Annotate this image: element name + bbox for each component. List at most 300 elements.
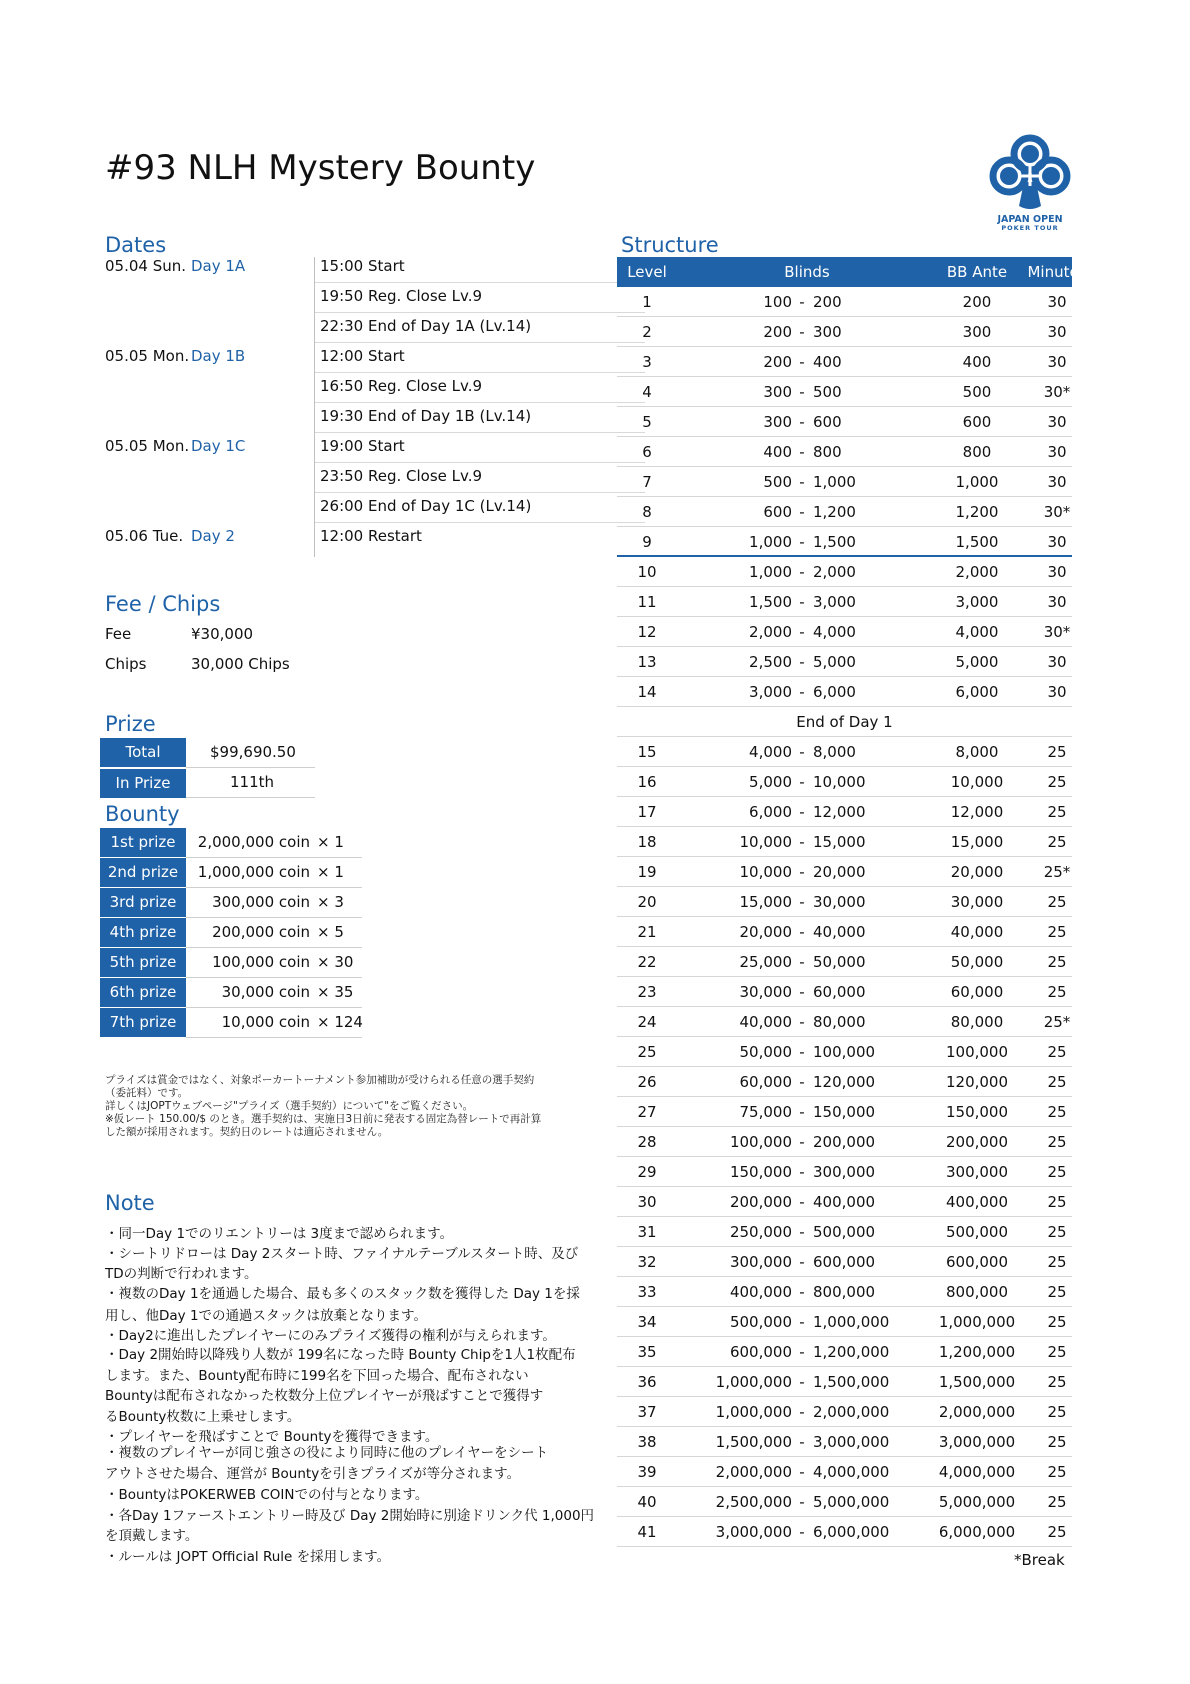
small-blind-cell: 3,000 xyxy=(749,683,792,701)
level-cell: 15 xyxy=(637,743,657,761)
bb-ante-cell: 600 xyxy=(962,413,992,431)
minutes-cell: 30 xyxy=(1047,563,1067,581)
structure-heading: Structure xyxy=(621,233,719,257)
blind-separator: - xyxy=(799,1013,805,1031)
event-label: 12:00 Restart xyxy=(320,527,422,545)
structure-row xyxy=(617,527,1072,557)
structure-row xyxy=(617,857,1072,887)
bb-ante-cell: 10,000 xyxy=(950,773,1004,791)
structure-row xyxy=(617,1397,1072,1427)
bb-ante-cell: 3,000 xyxy=(955,593,999,611)
level-cell: 24 xyxy=(637,1013,657,1031)
row-divider xyxy=(617,1546,1072,1547)
bb-ante-cell: 4,000,000 xyxy=(938,1463,1016,1481)
level-cell: 8 xyxy=(642,503,652,521)
structure-row xyxy=(617,1427,1072,1457)
minutes-cell: 30 xyxy=(1047,533,1067,551)
blind-separator: - xyxy=(799,983,805,1001)
prize-total-value: $99,690.50 xyxy=(210,743,296,761)
small-blind-cell: 30,000 xyxy=(739,983,792,1001)
bounty-prize-label: 5th prize xyxy=(100,948,186,977)
date-label: 05.06 Tue. xyxy=(105,527,184,545)
note-line: します。また、Bounty配布時に199名を下回った場合、配布されない xyxy=(105,1368,529,1384)
blind-separator: - xyxy=(799,293,805,311)
bounty-multiplier: × 1 xyxy=(317,863,344,881)
level-cell: 27 xyxy=(637,1103,657,1121)
small-blind-cell: 10,000 xyxy=(739,863,792,881)
big-blind-cell: 4,000,000 xyxy=(813,1463,890,1481)
prize-in-prize-label: In Prize xyxy=(100,769,186,798)
small-blind-cell: 150,000 xyxy=(729,1163,792,1181)
structure-row xyxy=(617,377,1072,407)
minutes-cell: 25 xyxy=(1047,1073,1067,1091)
structure-row xyxy=(617,467,1072,497)
bounty-multiplier: × 3 xyxy=(317,893,344,911)
bb-ante-cell: 300,000 xyxy=(945,1163,1009,1181)
blind-separator: - xyxy=(799,533,805,551)
minutes-cell: 25 xyxy=(1047,1253,1067,1271)
big-blind-cell: 800 xyxy=(813,443,842,461)
bounty-row-divider xyxy=(186,1007,362,1008)
level-cell: 22 xyxy=(637,953,657,971)
minutes-cell: 25 xyxy=(1047,743,1067,761)
bb-ante-cell: 6,000,000 xyxy=(938,1523,1016,1541)
minutes-cell: 30 xyxy=(1047,443,1067,461)
bounty-multiplier: × 5 xyxy=(317,923,344,941)
bb-ante-cell: 80,000 xyxy=(950,1013,1004,1031)
note-line: ・BountyはPOKERWEB COINでの付与となります。 xyxy=(105,1487,429,1503)
bb-ante-cell: 30,000 xyxy=(950,893,1004,911)
big-blind-cell: 1,200,000 xyxy=(813,1343,890,1361)
structure-row xyxy=(617,1487,1072,1517)
minutes-cell: 30 xyxy=(1047,323,1067,341)
level-cell: 28 xyxy=(637,1133,657,1151)
note-line: るBounty枚数に上乗せします。 xyxy=(105,1409,301,1425)
bounty-coin-value: 300,000 coin xyxy=(212,893,310,911)
bb-ante-cell: 1,500,000 xyxy=(938,1373,1016,1391)
disclaimer-line: 詳しくはJOPTウェブページ"プライズ（選手契約）について"をご覧ください。 xyxy=(105,1100,474,1112)
note-line: を頂戴します。 xyxy=(105,1528,199,1544)
minutes-cell: 25 xyxy=(1047,1193,1067,1211)
note-line: ・プレイヤーを飛ばすことで Bountyを獲得できます。 xyxy=(105,1429,439,1445)
structure-row xyxy=(617,347,1072,377)
structure-row xyxy=(617,737,1072,767)
structure-row xyxy=(617,1367,1072,1397)
blind-separator: - xyxy=(799,1313,805,1331)
blind-separator: - xyxy=(799,1373,805,1391)
bounty-prize-label: 2nd prize xyxy=(100,858,186,887)
structure-row xyxy=(617,827,1072,857)
level-cell: 39 xyxy=(637,1463,657,1481)
level-cell: 9 xyxy=(642,533,652,551)
minutes-cell: 25 xyxy=(1047,833,1067,851)
dates-row xyxy=(105,433,545,463)
big-blind-cell: 1,200 xyxy=(813,503,856,521)
structure-row xyxy=(617,557,1072,587)
blind-separator: - xyxy=(799,1343,805,1361)
small-blind-cell: 50,000 xyxy=(739,1043,792,1061)
blind-separator: - xyxy=(799,833,805,851)
minutes-cell: 30 xyxy=(1047,473,1067,491)
level-cell: 10 xyxy=(637,563,657,581)
level-cell: 6 xyxy=(642,443,652,461)
level-cell: 21 xyxy=(637,923,657,941)
event-label: 19:00 Start xyxy=(320,437,405,455)
structure-row xyxy=(617,1457,1072,1487)
day-label: Day 1A xyxy=(191,257,246,275)
level-cell: 33 xyxy=(637,1283,657,1301)
small-blind-cell: 600 xyxy=(763,503,792,521)
bb-ante-cell: 12,000 xyxy=(950,803,1004,821)
page-title: #93 NLH Mystery Bounty xyxy=(105,148,536,188)
structure-row xyxy=(617,587,1072,617)
event-label: 15:00 Start xyxy=(320,257,405,275)
jopt-logo xyxy=(985,130,1075,230)
small-blind-cell: 1,500,000 xyxy=(715,1433,792,1451)
fee-value: ¥30,000 xyxy=(191,625,254,643)
level-cell: 4 xyxy=(642,383,652,401)
dates-row xyxy=(105,283,545,313)
minutes-cell: 30 xyxy=(1047,593,1067,611)
big-blind-cell: 5,000 xyxy=(813,653,856,671)
disclaimer-line: ※仮レート 150.00/$ のとき。選手契約は、実施日3日前に発表する固定為替レートで再計算 xyxy=(105,1113,542,1125)
bb-ante-cell: 3,000,000 xyxy=(938,1433,1016,1451)
minutes-cell: 25* xyxy=(1043,863,1071,881)
minutes-cell: 30 xyxy=(1047,293,1067,311)
minutes-cell: 25 xyxy=(1047,1523,1067,1541)
bounty-coin-value: 10,000 coin xyxy=(221,1013,310,1031)
small-blind-cell: 1,000 xyxy=(749,563,792,581)
bounty-row-divider xyxy=(186,857,362,858)
logo-text-line2: POKER TOUR xyxy=(1001,224,1059,232)
big-blind-cell: 500 xyxy=(813,383,842,401)
small-blind-cell: 25,000 xyxy=(739,953,792,971)
minutes-cell: 25 xyxy=(1047,1043,1067,1061)
level-cell: 35 xyxy=(637,1343,657,1361)
bounty-prize-label: 1st prize xyxy=(100,828,186,857)
minutes-cell: 30* xyxy=(1043,383,1071,401)
small-blind-cell: 2,500,000 xyxy=(715,1493,792,1511)
big-blind-cell: 15,000 xyxy=(813,833,866,851)
big-blind-cell: 10,000 xyxy=(813,773,866,791)
date-label: 05.05 Mon. xyxy=(105,347,190,365)
structure-row xyxy=(617,1277,1072,1307)
small-blind-cell: 40,000 xyxy=(739,1013,792,1031)
bb-ante-cell: 20,000 xyxy=(950,863,1004,881)
level-cell: 11 xyxy=(637,593,657,611)
level-cell: 16 xyxy=(637,773,657,791)
blind-separator: - xyxy=(799,353,805,371)
structure-row xyxy=(617,1247,1072,1277)
bb-ante-cell: 1,000 xyxy=(955,473,999,491)
bb-ante-cell: 6,000 xyxy=(955,683,999,701)
blind-separator: - xyxy=(799,383,805,401)
small-blind-cell: 4,000 xyxy=(749,743,792,761)
bounty-prize-label: 4th prize xyxy=(100,918,186,947)
blind-separator: - xyxy=(799,1463,805,1481)
event-label: 19:50 Reg. Close Lv.9 xyxy=(320,287,483,305)
blind-separator: - xyxy=(799,323,805,341)
structure-row xyxy=(617,1337,1072,1367)
small-blind-cell: 1,000,000 xyxy=(715,1403,792,1421)
big-blind-cell: 1,000,000 xyxy=(813,1313,890,1331)
note-line: ・複数のプレイヤーが同じ強さの役により同時に他のプレイヤーをシート xyxy=(105,1445,549,1461)
note-line: アウトさせた場合、運営が Bountyを引きプライズが等分されます。 xyxy=(105,1466,521,1482)
minutes-cell: 25 xyxy=(1047,893,1067,911)
small-blind-cell: 500 xyxy=(763,473,792,491)
bounty-prize-label: 3rd prize xyxy=(100,888,186,917)
logo-text-line1: JAPAN OPEN xyxy=(997,214,1063,225)
big-blind-cell: 50,000 xyxy=(813,953,866,971)
structure-row xyxy=(617,767,1072,797)
blind-separator: - xyxy=(799,443,805,461)
minutes-cell: 25 xyxy=(1047,923,1067,941)
blind-separator: - xyxy=(799,1523,805,1541)
big-blind-cell: 2,000,000 xyxy=(813,1403,890,1421)
blind-separator: - xyxy=(799,1283,805,1301)
level-cell: 31 xyxy=(637,1223,657,1241)
big-blind-cell: 600,000 xyxy=(813,1253,876,1271)
level-cell: 40 xyxy=(637,1493,657,1511)
big-blind-cell: 5,000,000 xyxy=(813,1493,890,1511)
level-cell: 26 xyxy=(637,1073,657,1091)
structure-row xyxy=(617,677,1072,707)
bounty-prize-label: 6th prize xyxy=(100,978,186,1007)
level-cell: 41 xyxy=(637,1523,657,1541)
structure-row xyxy=(617,1127,1072,1157)
bb-ante-cell: 40,000 xyxy=(950,923,1004,941)
blind-separator: - xyxy=(799,1073,805,1091)
big-blind-cell: 600 xyxy=(813,413,842,431)
break-footnote: *Break xyxy=(1014,1551,1065,1569)
big-blind-cell: 2,000 xyxy=(813,563,856,581)
fee-chips-heading: Fee / Chips xyxy=(105,592,221,616)
blind-separator: - xyxy=(799,1103,805,1121)
level-cell: 3 xyxy=(642,353,652,371)
small-blind-cell: 2,000 xyxy=(749,623,792,641)
bounty-multiplier: × 35 xyxy=(317,983,354,1001)
bounty-prize-label: 7th prize xyxy=(100,1008,186,1037)
big-blind-cell: 12,000 xyxy=(813,803,866,821)
small-blind-cell: 300 xyxy=(763,413,792,431)
minutes-cell: 25* xyxy=(1043,1013,1071,1031)
structure-row xyxy=(617,497,1072,527)
level-cell: 25 xyxy=(637,1043,657,1061)
level-cell: 12 xyxy=(637,623,657,641)
minutes-cell: 25 xyxy=(1047,1163,1067,1181)
blind-separator: - xyxy=(799,503,805,521)
bb-ante-cell: 500 xyxy=(962,383,992,401)
dates-row xyxy=(105,253,545,283)
minutes-cell: 25 xyxy=(1047,1103,1067,1121)
bb-ante-cell: 100,000 xyxy=(945,1043,1009,1061)
level-cell: 13 xyxy=(637,653,657,671)
structure-note-row xyxy=(617,707,1072,737)
col-bb-ante: BB Ante xyxy=(946,263,1008,281)
dates-row xyxy=(105,523,545,553)
minutes-cell: 25 xyxy=(1047,1373,1067,1391)
blind-separator: - xyxy=(799,1133,805,1151)
structure-row xyxy=(617,1517,1072,1547)
level-cell: 32 xyxy=(637,1253,657,1271)
small-blind-cell: 400 xyxy=(763,443,792,461)
bounty-row-divider xyxy=(186,977,362,978)
blind-separator: - xyxy=(799,743,805,761)
bb-ante-cell: 15,000 xyxy=(950,833,1004,851)
small-blind-cell: 300 xyxy=(763,383,792,401)
fee-label: Fee xyxy=(105,625,132,643)
prize-disclaimer xyxy=(105,1074,605,1139)
small-blind-cell: 3,000,000 xyxy=(715,1523,792,1541)
level-cell: 20 xyxy=(637,893,657,911)
big-blind-cell: 300,000 xyxy=(813,1163,876,1181)
note-heading: Note xyxy=(105,1191,155,1215)
big-blind-cell: 40,000 xyxy=(813,923,866,941)
dates-row xyxy=(105,343,545,373)
blind-separator: - xyxy=(799,1223,805,1241)
bounty-row-divider xyxy=(186,1037,362,1038)
small-blind-cell: 5,000 xyxy=(749,773,792,791)
col-minutes: Minutes xyxy=(1027,263,1087,281)
structure-row xyxy=(617,917,1072,947)
structure-row xyxy=(617,797,1072,827)
structure-row xyxy=(617,947,1072,977)
bb-ante-cell: 800 xyxy=(962,443,992,461)
bb-ante-cell: 1,000,000 xyxy=(938,1313,1016,1331)
prize-heading: Prize xyxy=(105,712,156,736)
big-blind-cell: 800,000 xyxy=(813,1283,876,1301)
big-blind-cell: 200 xyxy=(813,293,842,311)
blind-separator: - xyxy=(799,623,805,641)
minutes-cell: 30* xyxy=(1043,623,1071,641)
disclaimer-line: （委託料）です。 xyxy=(105,1087,189,1099)
big-blind-cell: 4,000 xyxy=(813,623,856,641)
level-cell: 17 xyxy=(637,803,657,821)
event-label: 19:30 End of Day 1B (Lv.14) xyxy=(320,407,532,425)
minutes-cell: 25 xyxy=(1047,1343,1067,1361)
level-cell: 19 xyxy=(637,863,657,881)
blind-separator: - xyxy=(799,563,805,581)
day-label: Day 1C xyxy=(191,437,246,455)
big-blind-cell: 200,000 xyxy=(813,1133,876,1151)
note-line: ・Day2に進出したプレイヤーにのみプライズ獲得の権利が与えられます。 xyxy=(105,1328,556,1344)
blind-separator: - xyxy=(799,1253,805,1271)
structure-row xyxy=(617,647,1072,677)
blind-separator: - xyxy=(799,953,805,971)
bb-ante-cell: 1,200,000 xyxy=(938,1343,1016,1361)
bb-ante-cell: 1,500 xyxy=(955,533,999,551)
minutes-cell: 25 xyxy=(1047,1283,1067,1301)
blind-separator: - xyxy=(799,473,805,491)
note-line: 用し、他Day 1での通過スタックは放棄となります。 xyxy=(105,1308,427,1324)
note-line: ・シートリドローは Day 2スタート時、ファイナルテーブルスタート時、及び xyxy=(105,1246,579,1262)
level-cell: 5 xyxy=(642,413,652,431)
bounty-row-divider xyxy=(186,887,362,888)
structure-row xyxy=(617,1157,1072,1187)
small-blind-cell: 500,000 xyxy=(729,1313,792,1331)
note-line: ・各Day 1ファーストエントリー時及び Day 2開始時に別途ドリンク代 1,000円 xyxy=(105,1508,595,1524)
small-blind-cell: 6,000 xyxy=(749,803,792,821)
big-blind-cell: 300 xyxy=(813,323,842,341)
structure-row xyxy=(617,287,1072,317)
level-cell: 38 xyxy=(637,1433,657,1451)
level-cell: 29 xyxy=(637,1163,657,1181)
blind-separator: - xyxy=(799,893,805,911)
small-blind-cell: 2,500 xyxy=(749,653,792,671)
prize-total-label: Total xyxy=(100,738,186,767)
prize-in-prize-value: 111th xyxy=(230,773,275,791)
minutes-cell: 25 xyxy=(1047,1403,1067,1421)
note-line: ・同一Day 1でのリエントリーは 3度まで認められます。 xyxy=(105,1226,454,1242)
bounty-coin-value: 200,000 coin xyxy=(212,923,310,941)
small-blind-cell: 10,000 xyxy=(739,833,792,851)
small-blind-cell: 15,000 xyxy=(739,893,792,911)
big-blind-cell: 3,000 xyxy=(813,593,856,611)
small-blind-cell: 600,000 xyxy=(729,1343,792,1361)
dates-row xyxy=(105,313,545,343)
bounty-coin-value: 100,000 coin xyxy=(212,953,310,971)
bounty-multiplier: × 124 xyxy=(317,1013,363,1031)
level-cell: 14 xyxy=(637,683,657,701)
big-blind-cell: 150,000 xyxy=(813,1103,876,1121)
structure-row xyxy=(617,1307,1072,1337)
col-blinds: Blinds xyxy=(784,263,830,281)
minutes-cell: 30 xyxy=(1047,413,1067,431)
structure-row xyxy=(617,1037,1072,1067)
note-line: TDの判断で行われます。 xyxy=(105,1266,258,1282)
structure-row xyxy=(617,977,1072,1007)
big-blind-cell: 1,500,000 xyxy=(813,1373,890,1391)
big-blind-cell: 80,000 xyxy=(813,1013,866,1031)
structure-row xyxy=(617,1187,1072,1217)
bounty-row-divider xyxy=(186,947,362,948)
small-blind-cell: 100,000 xyxy=(729,1133,792,1151)
bb-ante-cell: 8,000 xyxy=(955,743,999,761)
bb-ante-cell: 300 xyxy=(962,323,992,341)
big-blind-cell: 120,000 xyxy=(813,1073,876,1091)
bb-ante-cell: 150,000 xyxy=(945,1103,1009,1121)
date-label: 05.04 Sun. xyxy=(105,257,187,275)
structure-row xyxy=(617,437,1072,467)
level-cell: 30 xyxy=(637,1193,657,1211)
note-line: ・ルールは JOPT Official Rule を採用します。 xyxy=(105,1549,391,1565)
level-cell: 34 xyxy=(637,1313,657,1331)
minutes-cell: 25 xyxy=(1047,1133,1067,1151)
bb-ante-cell: 50,000 xyxy=(950,953,1004,971)
dates-row xyxy=(105,373,545,403)
day-label: Day 2 xyxy=(191,527,235,545)
structure-row xyxy=(617,617,1072,647)
bounty-row-divider xyxy=(186,917,362,918)
note-line: ・複数のDay 1を通過した場合、最も多くのスタック数を獲得した Day 1を採 xyxy=(105,1286,580,1302)
small-blind-cell: 200,000 xyxy=(729,1193,792,1211)
bb-ante-cell: 5,000,000 xyxy=(938,1493,1016,1511)
small-blind-cell: 200 xyxy=(763,323,792,341)
minutes-cell: 30 xyxy=(1047,683,1067,701)
minutes-cell: 30 xyxy=(1047,353,1067,371)
structure-row xyxy=(617,317,1072,347)
structure-row xyxy=(617,1067,1072,1097)
minutes-cell: 25 xyxy=(1047,773,1067,791)
blind-separator: - xyxy=(799,773,805,791)
bounty-coin-value: 30,000 coin xyxy=(221,983,310,1001)
bounty-heading: Bounty xyxy=(105,802,180,826)
date-label: 05.05 Mon. xyxy=(105,437,190,455)
structure-row xyxy=(617,407,1072,437)
small-blind-cell: 100 xyxy=(763,293,792,311)
small-blind-cell: 250,000 xyxy=(729,1223,792,1241)
bb-ante-cell: 4,000 xyxy=(955,623,999,641)
